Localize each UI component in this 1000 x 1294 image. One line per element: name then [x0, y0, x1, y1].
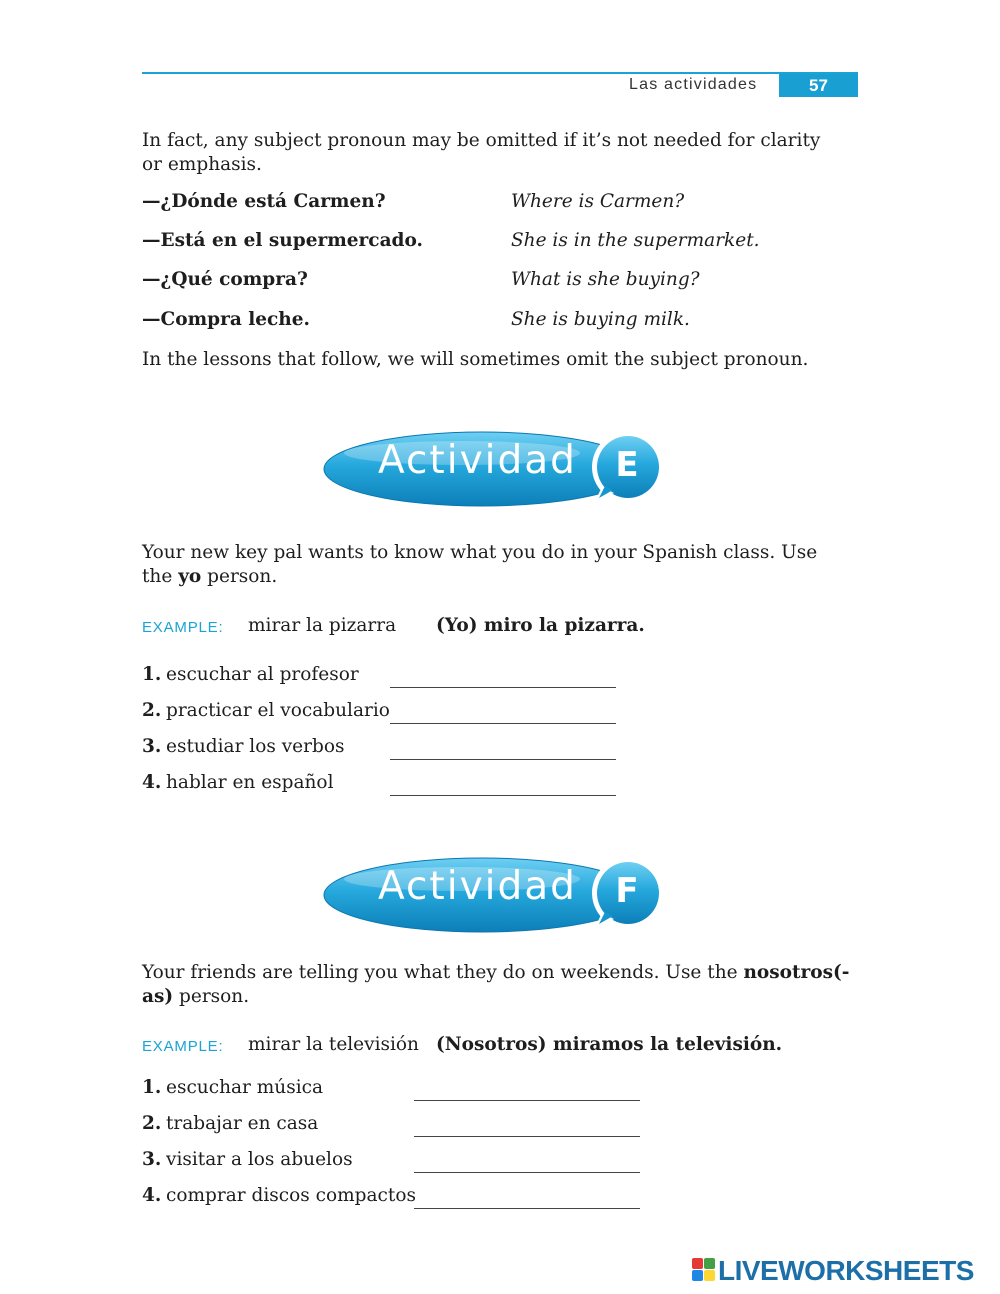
actividad-f-banner — [322, 849, 670, 939]
actividad-e-banner — [322, 423, 670, 513]
actividad-letter: E — [615, 445, 639, 485]
intro-paragraph: In fact, any subject pronoun may be omitted if it’s not needed for clarity or emphasis. — [142, 130, 821, 175]
dialogue-spanish-line: —Compra leche. — [142, 309, 310, 330]
answer-blank[interactable] — [390, 795, 616, 796]
item-number: 2. — [142, 1113, 162, 1134]
item-prompt: hablar en español — [166, 772, 334, 793]
item-prompt: practicar el vocabulario — [166, 700, 390, 721]
answer-blank[interactable] — [414, 1100, 640, 1101]
header-rule — [142, 72, 858, 74]
answer-blank[interactable] — [390, 687, 616, 688]
instructions-text: person. — [201, 566, 278, 587]
dialogue-spanish-line: —Está en el supermercado. — [142, 230, 423, 251]
dialogue-english-line: She is in the supermarket. — [511, 230, 760, 251]
answer-blank[interactable] — [414, 1172, 640, 1173]
item-prompt: escuchar música — [166, 1077, 324, 1098]
item-prompt: trabajar en casa — [166, 1113, 319, 1134]
item-prompt: comprar discos compactos — [166, 1185, 416, 1206]
dialogue-english-line: Where is Carmen? — [511, 191, 685, 212]
intro-closing: In the lessons that follow, we will sometimes omit the subject pronoun. — [142, 349, 809, 370]
answer-blank[interactable] — [414, 1136, 640, 1137]
page-number: 57 — [779, 74, 858, 97]
instructions-text: person. — [173, 986, 250, 1007]
actividad-word: Actividad — [378, 864, 577, 909]
example-prompt: mirar la televisión — [248, 1034, 419, 1055]
item-number: 3. — [142, 736, 162, 757]
example-answer: (Yo) miro la pizarra. — [436, 615, 645, 636]
logo-text: LIVEWORKSHEETS — [718, 1255, 974, 1286]
dialogue-english-line: What is she buying? — [511, 269, 700, 290]
item-number: 4. — [142, 1185, 162, 1206]
example-answer: (Nosotros) miramos la televisión. — [436, 1034, 783, 1055]
actividad-f-instructions — [142, 961, 852, 1009]
item-prompt: visitar a los abuelos — [166, 1149, 353, 1170]
example-label: EXAMPLE: — [142, 1038, 224, 1055]
item-number: 1. — [142, 1077, 162, 1098]
answer-blank[interactable] — [414, 1208, 640, 1209]
answer-blank[interactable] — [390, 759, 616, 760]
item-prompt: estudiar los verbos — [166, 736, 345, 757]
dialogue-english-line: She is buying milk. — [511, 309, 690, 330]
item-number: 4. — [142, 772, 162, 793]
item-number: 2. — [142, 700, 162, 721]
section-title: Las actividades — [629, 76, 758, 93]
actividad-word: Actividad — [378, 438, 577, 483]
actividad-e-instructions — [142, 541, 852, 589]
example-prompt: mirar la pizarra — [248, 615, 397, 636]
item-number: 1. — [142, 664, 162, 685]
instructions-bold: yo — [178, 566, 202, 587]
dialogue-spanish-line: —¿Qué compra? — [142, 269, 308, 290]
instructions-text: Your friends are telling you what they do on weekends. Use the — [142, 962, 744, 983]
example-label: EXAMPLE: — [142, 619, 224, 636]
item-prompt: escuchar al profesor — [166, 664, 359, 685]
answer-blank[interactable] — [390, 723, 616, 724]
instructions-text: Your new key pal wants to know what you do in your Spanish class. Use the — [142, 542, 818, 587]
instructions-bold: nosotros(-as) — [142, 962, 850, 1007]
logo-grid-icon — [692, 1258, 716, 1282]
actividad-letter: F — [615, 871, 639, 911]
dialogue-spanish-line: —¿Dónde está Carmen? — [142, 191, 386, 212]
item-number: 3. — [142, 1149, 162, 1170]
